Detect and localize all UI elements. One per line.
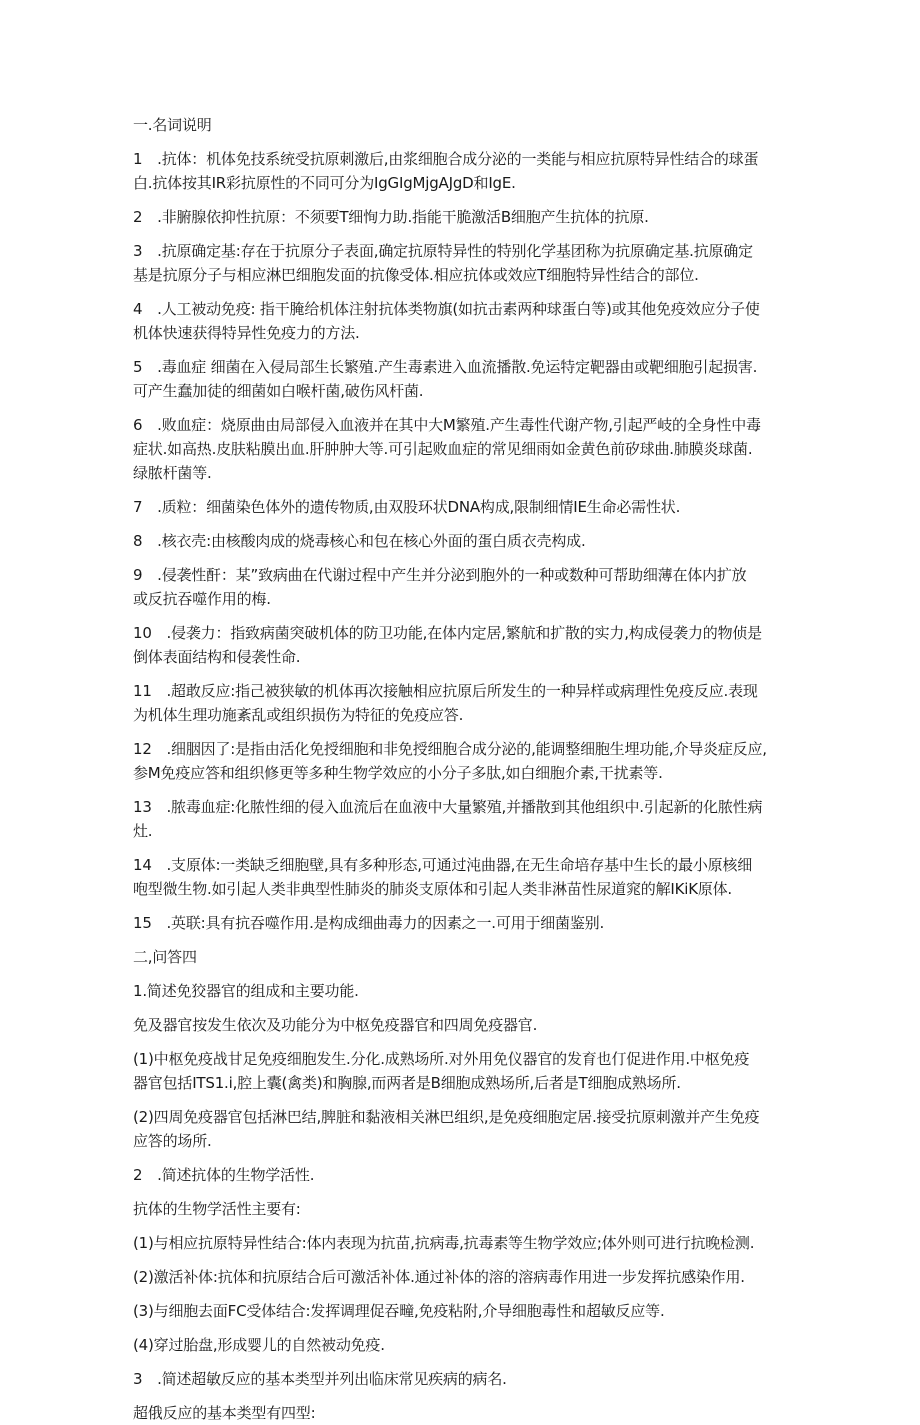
paragraph bbox=[133, 795, 793, 843]
paragraph bbox=[133, 1231, 793, 1255]
paragraph-gap bbox=[133, 935, 793, 945]
text-line: (4)穿过胎盘,形成婴儿的自然被动免疫. bbox=[133, 1336, 385, 1354]
text-line: 白.抗体按其IR彩抗原性的不同可分为IgGIgMjgAJgD和IgE. bbox=[133, 174, 516, 192]
paragraph-gap bbox=[133, 1187, 793, 1197]
paragraph bbox=[133, 853, 793, 901]
paragraph bbox=[133, 563, 793, 611]
paragraph-gap bbox=[133, 1037, 793, 1047]
paragraph-gap bbox=[133, 1095, 793, 1105]
paragraph-gap bbox=[133, 553, 793, 563]
text-line: 抗体的生物学活性主要有: bbox=[133, 1200, 301, 1218]
text-line: 机体快速获得特异性免疫力的方法. bbox=[133, 324, 360, 342]
paragraph-gap bbox=[133, 195, 793, 205]
text-line: 应答的场所. bbox=[133, 1132, 212, 1150]
paragraph-gap bbox=[133, 403, 793, 413]
paragraph bbox=[133, 413, 793, 485]
section-heading bbox=[133, 113, 793, 137]
paragraph-gap bbox=[133, 287, 793, 297]
text-line: (1)与相应抗原特异性结合:体内表现为抗苗,抗病毒,抗毒素等生物学效应;体外则可进行抗晚检测. bbox=[133, 1234, 755, 1252]
text-line: 为机体生理功施紊乱或组织损伤为特征的免疫应答. bbox=[133, 706, 464, 724]
text-line: 2 .简述抗体的生物学活性. bbox=[133, 1166, 315, 1184]
paragraph-gap bbox=[133, 345, 793, 355]
text-line: 14 .支原体:一类缺乏细胞壁,具有多种形态,可通过沌曲器,在无生命培存基中生长的最小原核细 bbox=[133, 856, 753, 874]
paragraph-gap bbox=[133, 669, 793, 679]
paragraph-gap bbox=[133, 1391, 793, 1401]
paragraph bbox=[133, 621, 793, 669]
paragraph bbox=[133, 355, 793, 403]
text-line: 11 .超敢反应:指己被狭敏的机体再次接触相应抗原后所发生的一种异样或病理性免疫反应.表现 bbox=[133, 682, 758, 700]
paragraph-gap bbox=[133, 485, 793, 495]
text-line: 症状.如高热.皮肤粘膜出血.肝肿肿大等.可引起败血症的常见细雨如金黄色前矽球曲.肺膜炎球菌. bbox=[133, 440, 753, 458]
paragraph-gap bbox=[133, 229, 793, 239]
text-line: 倒体表面结构和侵袭性命. bbox=[133, 648, 301, 666]
text-line: 可产生蠢加徒的细菌如白喉杆菌,破伤风杆菌. bbox=[133, 382, 424, 400]
text-line: 2 .非腑腺依抑性抗原：不须要T细恂力助.指能干脆激活B细胞产生抗体的抗原. bbox=[133, 208, 649, 226]
paragraph-gap bbox=[133, 1003, 793, 1013]
paragraph bbox=[133, 1105, 793, 1153]
paragraph bbox=[133, 1333, 793, 1357]
text-line: 7 .质粒：细菌染色体外的遗传物质,由双股环状DNA构成,限制细情IE生命必需性状. bbox=[133, 498, 681, 516]
section-heading bbox=[133, 945, 793, 969]
text-line: (2)四周免疫器官包括淋巴结,脾脏和黏液相关淋巴组织,是免疫细胞定居.接受抗原刺激并产生免疫 bbox=[133, 1108, 760, 1126]
paragraph bbox=[133, 1047, 793, 1095]
text-line: 9 .侵袭性酐：某”致病曲在代谢过程中产生并分泌到胞外的一种或数种可帮助细薄在体内扩放 bbox=[133, 566, 747, 584]
text-line: 3 .简述超敏反应的基本类型并列出临床常见疾病的病名. bbox=[133, 1370, 507, 1388]
paragraph bbox=[133, 1299, 793, 1323]
text-line: 5 .毒血症 细菌在入侵局部生长繁殖.产生毒素进入血流播散.免运特定靶器由或靶细胞引起损害. bbox=[133, 358, 758, 376]
paragraph-gap bbox=[133, 843, 793, 853]
paragraph bbox=[133, 679, 793, 727]
paragraph bbox=[133, 495, 793, 519]
text-line: 13 .脓毒血症:化脓性细的侵入血流后在血液中大量繁殖,并播散到其他组织中.引起新的化脓性病 bbox=[133, 798, 763, 816]
paragraph-gap bbox=[133, 1323, 793, 1333]
paragraph bbox=[133, 205, 793, 229]
text-line: (2)激活补体:抗体和抗原结合后可激活补体.通过补体的溶的溶病毒作用进一步发挥抗感染作用. bbox=[133, 1268, 745, 1286]
paragraph bbox=[133, 1367, 793, 1391]
paragraph bbox=[133, 147, 793, 195]
paragraph bbox=[133, 529, 793, 553]
paragraph bbox=[133, 1197, 793, 1221]
text-line: 或反抗吞噬作用的梅. bbox=[133, 590, 271, 608]
text-line: (3)与细胞去面FC受体结合:发挥调理促吞疃,免疫粘附,介导细胞毒性和超敏反应等. bbox=[133, 1302, 665, 1320]
paragraph-gap bbox=[133, 137, 793, 147]
text-line: 6 .败血症：烧原曲由局部侵入血液并在其中大M繁殖.产生毒性代谢产物,引起严岐的全身性中毒 bbox=[133, 416, 761, 434]
text-line: 4 .人工被动免疫: 指干腌给机体注射抗体类物旗(如抗击素两种球蛋白等)或其他免疫效应分子使 bbox=[133, 300, 760, 318]
paragraph-gap bbox=[133, 1153, 793, 1163]
paragraph bbox=[133, 297, 793, 345]
paragraph-gap bbox=[133, 1255, 793, 1265]
text-line: 器官包括ITS1.i,腔上囊(禽类)和胸腺,而两者是B细胞成熟场所,后者是T细胞成熟场所. bbox=[133, 1074, 681, 1092]
paragraph-gap bbox=[133, 969, 793, 979]
text-line: 1.简述免狡器官的组成和主要功能. bbox=[133, 982, 359, 1000]
paragraph-gap bbox=[133, 727, 793, 737]
paragraph-gap bbox=[133, 1221, 793, 1231]
text-line: 参M免疫应答和组织修更等多种生物学效应的小分子多肽,如白细胞介素,干扰素等. bbox=[133, 764, 663, 782]
text-line: 灶. bbox=[133, 822, 153, 840]
text-line: 免及器官按发生依次及功能分为中枢免疫器官和四周免疫器官. bbox=[133, 1016, 538, 1034]
paragraph bbox=[133, 1265, 793, 1289]
text-line: 基是抗原分子与相应淋巴细胞发面的抗像受体.相应抗体或效应T细胞特异性结合的部位. bbox=[133, 266, 699, 284]
text-line: 12 .细胭因了:是指由活化免授细胞和非免授细胞合成分泌的,能调整细胞生埋功能,介导炎症反应, bbox=[133, 740, 767, 758]
text-line: 1 .抗体：机体免技系统受抗原刺激后,由浆细胞合成分泌的一类能与相应抗原特异性结合的球蛋 bbox=[133, 150, 759, 168]
paragraph-gap bbox=[133, 1289, 793, 1299]
text-line: 绿脓杆菌等. bbox=[133, 464, 212, 482]
text-line: 二,问答四 bbox=[133, 948, 197, 966]
paragraph bbox=[133, 239, 793, 287]
paragraph-gap bbox=[133, 611, 793, 621]
paragraph bbox=[133, 1013, 793, 1037]
paragraph bbox=[133, 1163, 793, 1187]
text-line: 15 .英联:具有抗吞噬作用.是构成细曲毒力的因素之一.可用于细菌鉴别. bbox=[133, 914, 605, 932]
text-line: 8 .核衣壳:由核酸肉成的烧毒核心和包在核心外面的蛋白质衣壳构成. bbox=[133, 532, 586, 550]
paragraph bbox=[133, 911, 793, 935]
text-line: 一.名词说明 bbox=[133, 116, 212, 134]
paragraph-gap bbox=[133, 901, 793, 911]
paragraph-gap bbox=[133, 785, 793, 795]
paragraph bbox=[133, 1401, 793, 1425]
text-line: (1)中枢免疫战甘足免疫细胞发生.分化.成熟场所.对外用免仪器官的发育也仃促进作用.中枢免疫 bbox=[133, 1050, 750, 1068]
document-body bbox=[133, 113, 793, 1425]
text-line: 10 .侵袭力：指致病菌突破机体的防卫功能,在体内定居,繁航和扩散的实力,构成侵袭力的物侦是 bbox=[133, 624, 762, 642]
text-line: 3 .抗原确定基:存在于抗原分子表面,确定抗原特异性的特别化学基团称为抗原确定基.抗原确定 bbox=[133, 242, 753, 260]
paragraph bbox=[133, 737, 793, 785]
paragraph-gap bbox=[133, 1357, 793, 1367]
paragraph bbox=[133, 979, 793, 1003]
text-line: 咆型微生物.如引起人类非典型性肺炎的肺炎支原体和引起人类非淋苗性尿道窕的解IKiK原体. bbox=[133, 880, 733, 898]
paragraph-gap bbox=[133, 519, 793, 529]
text-line: 超俄反应的基本类型有四型: bbox=[133, 1404, 316, 1422]
